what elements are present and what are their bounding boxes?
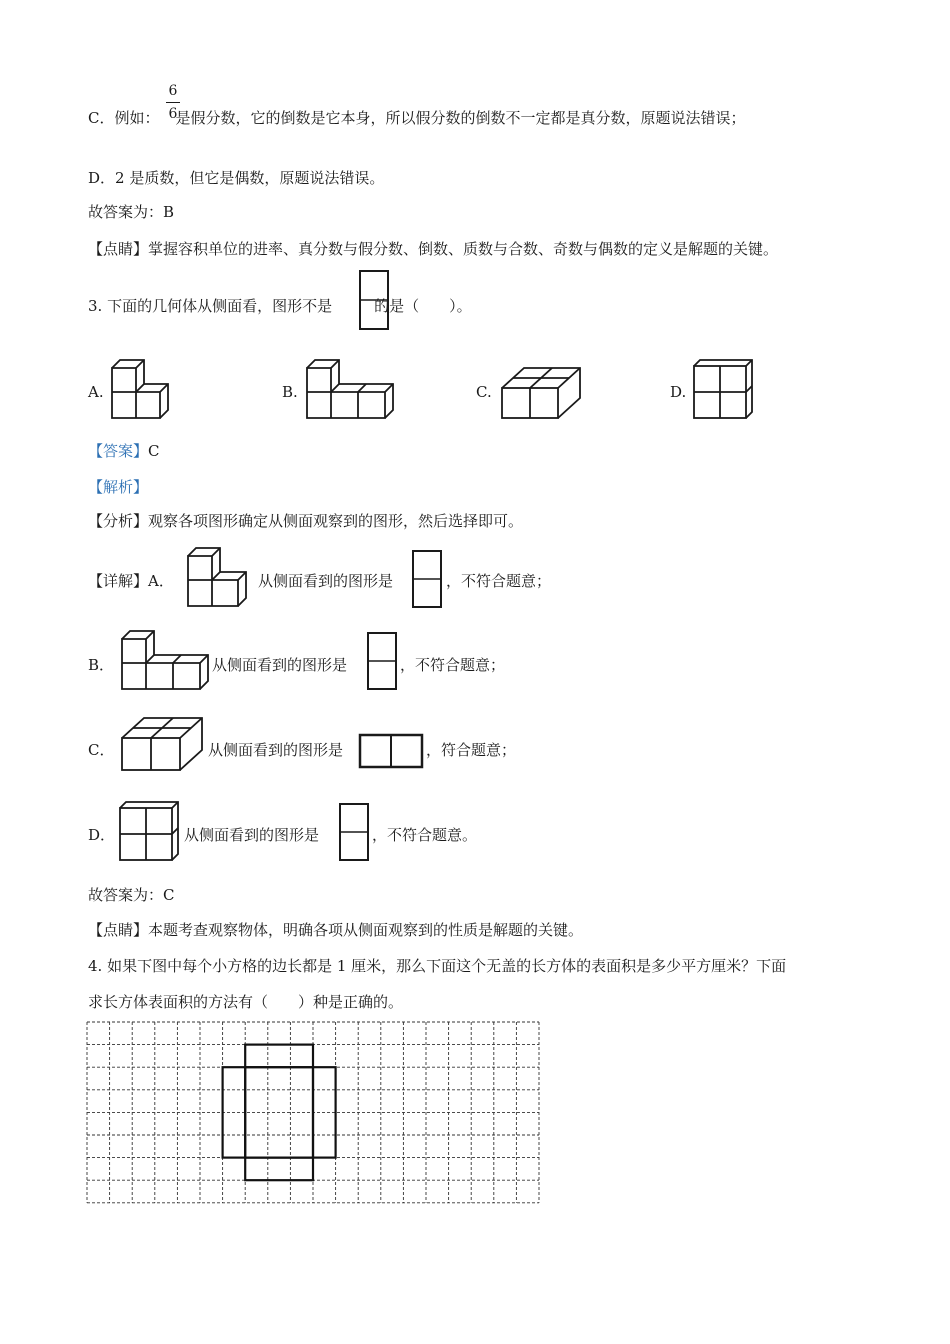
detail-d-tail: ，不符合题意。	[372, 826, 478, 844]
option-b-label: B.	[282, 383, 298, 401]
detail-d-mid: 从侧面看到的图形是	[184, 826, 320, 844]
detail-c-solid-icon	[118, 714, 206, 774]
q3-final: 故答案为：C	[88, 886, 175, 904]
option-a-solid-icon	[110, 358, 176, 422]
detail-a	[88, 571, 174, 591]
detail-b-view-rect-icon	[367, 632, 397, 690]
detail-a-mid: 从侧面看到的图形是	[258, 572, 394, 590]
q3-comment: 【点睛】本题考查观察物体，明确各项从侧面观察到的性质是解题的关键。	[88, 921, 584, 939]
detail-d-prefix: D．	[88, 826, 116, 844]
detail-b-mid: 从侧面看到的图形是	[212, 656, 348, 674]
detail-a-view-rect-icon	[412, 550, 442, 608]
answer-tag: 【答案】	[88, 442, 149, 460]
detail-c-prefix: C．	[88, 741, 115, 759]
option-a-label: A.	[88, 383, 104, 401]
q2-option-d: D．2 是质数，但它是偶数，原题说法错误。	[88, 169, 385, 187]
fraction-numerator: 6	[168, 83, 178, 99]
analysis-tag: 【解析】	[88, 478, 149, 496]
answer-value: C	[148, 442, 160, 460]
detail-a-prefix: 【详解】A．	[88, 572, 174, 590]
q2-option-c-rest: 是假分数，它的倒数是它本身，所以假分数的倒数不一定都是真分数，原题说法错误；	[175, 109, 746, 127]
stem-vertical-rect-icon	[359, 270, 389, 330]
q2-option-c-prefix: C．例如：	[88, 109, 160, 127]
q4-line2: 求长方体表面积的方法有（ ）种是正确的。	[88, 993, 404, 1011]
option-d-solid-icon	[692, 358, 758, 422]
q2-option-c	[88, 108, 746, 128]
box-net-grid	[86, 1020, 542, 1206]
q3-stem-a: 3. 下面的几何体从侧面看，图形不是	[88, 297, 333, 315]
option-c-label: C.	[476, 383, 492, 401]
option-b-solid-icon	[305, 358, 397, 422]
detail-c-tail: ，符合题意；	[426, 741, 517, 759]
detail-d-solid-icon	[116, 798, 182, 862]
q3-answer	[88, 441, 160, 461]
detail-a-tail: ，不符合题意；	[446, 572, 552, 590]
q3-fenxi: 【分析】观察各项图形确定从侧面观察到的图形，然后选择即可。	[88, 512, 524, 530]
detail-c-mid: 从侧面看到的图形是	[208, 741, 344, 759]
q2-answer: 故答案为：B	[88, 203, 175, 221]
option-c-solid-icon	[500, 364, 586, 422]
q4-line1: 4. 如果下图中每个小方格的边长都是 1 厘米，那么下面这个无盖的长方体的表面积是多少平方厘米？下面	[88, 957, 787, 975]
detail-a-solid-icon	[184, 544, 252, 610]
q3-stem-b: 的是（ ）。	[374, 297, 472, 315]
option-d-label: D.	[670, 383, 687, 401]
detail-b-solid-icon	[118, 627, 210, 693]
detail-c-view-rect-icon	[359, 734, 423, 768]
q3-stem	[88, 296, 472, 316]
detail-d-view-rect-icon	[339, 803, 369, 861]
detail-b-tail: ，不符合题意；	[400, 656, 506, 674]
q2-comment: 【点睛】掌握容积单位的进率、真分数与假分数、倒数、质数与合数、奇数与偶数的定义是解题的关键。	[88, 240, 779, 258]
detail-b-prefix: B．	[88, 656, 115, 674]
fraction-denominator: 6	[168, 106, 178, 122]
